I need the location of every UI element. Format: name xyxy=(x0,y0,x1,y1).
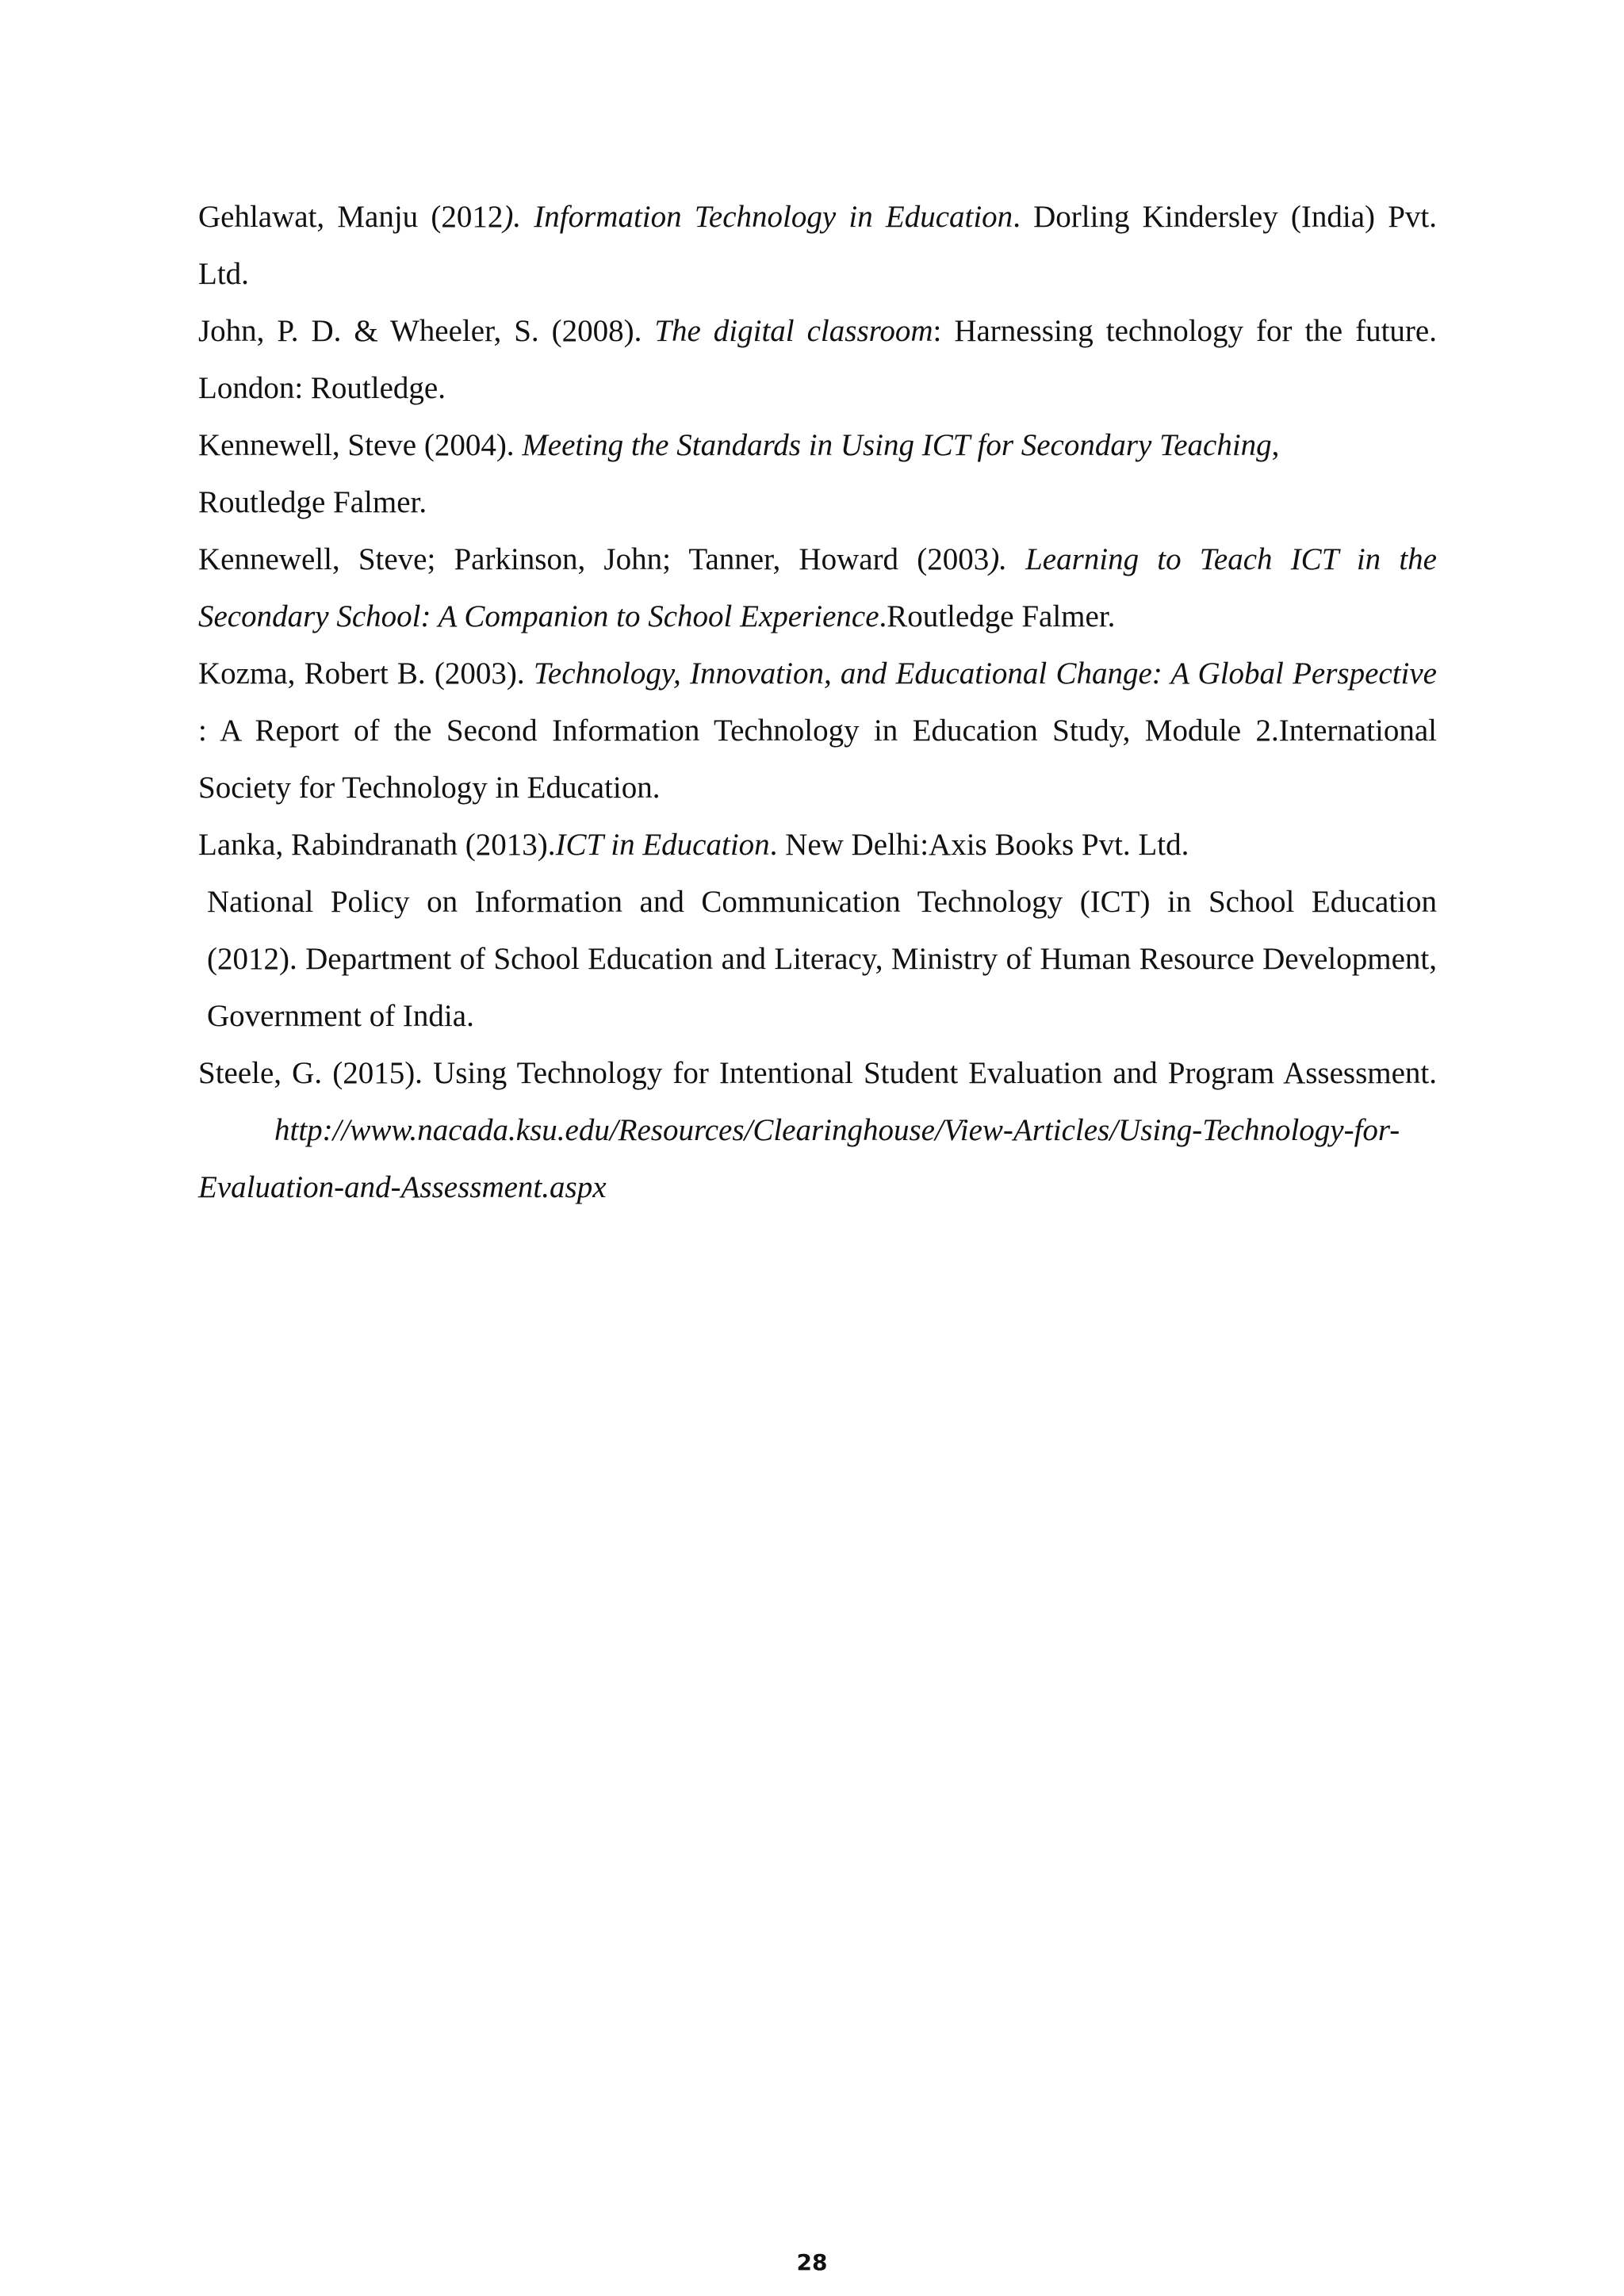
reference-steele-2015 xyxy=(198,1045,1437,1216)
reference-john-wheeler-2008 xyxy=(198,303,1437,417)
reference-punctuation: , xyxy=(1271,428,1280,462)
reference-gehlawat-2012 xyxy=(198,189,1437,303)
reference-kennewell-2004-publisher: Routledge Falmer. xyxy=(198,485,427,519)
reference-title: The digital classroom xyxy=(654,314,933,348)
reference-author: Lanka, Rabindranath (2013). xyxy=(198,828,556,862)
reference-publisher: : Harnessing technology for the future. London: Routledge. xyxy=(198,314,1437,405)
reference-title: Technology, Innovation, and Educational Change: A Global Perspective xyxy=(533,656,1437,691)
reference-author: John, P. D. & Wheeler, S. (2008). xyxy=(198,314,655,348)
reference-author: Gehlawat, Manju (2012 xyxy=(198,200,504,234)
reference-title: ). Information Technology in Education xyxy=(503,200,1013,234)
reference-author: Kozma, Robert B. (2003). xyxy=(198,656,534,691)
reference-text: Steele, G. (2015). Using Technology for Intentional Student Evaluation and Program Assessment. xyxy=(198,1056,1437,1090)
page-number: 28 xyxy=(796,2249,828,2275)
reference-kennewell-2004 xyxy=(198,417,1437,474)
reference-national-policy-ict-2012: National Policy on Information and Communication Technology (ICT) in School Education (2012). Department of School Education and Literacy, Ministry of Human Resource Development, Government of India. xyxy=(207,885,1437,1033)
reference-title: ICT in Education xyxy=(555,828,770,862)
reference-publisher: : A Report of the Second Information Technology in Education Study, Module 2.International Society for Technology in Education. xyxy=(198,714,1437,805)
reference-publisher: .Routledge Falmer. xyxy=(879,599,1116,633)
reference-title: Meeting the Standards in Using ICT for Secondary Teaching xyxy=(522,428,1272,462)
reference-url-link[interactable]: http://www.nacada.ksu.edu/Resources/Clearinghouse/View-Articles/Using-Technology-for-Evaluation-and-Assessment.aspx xyxy=(198,1113,1400,1204)
reference-publisher: . New Delhi:Axis Books Pvt. Ltd. xyxy=(769,828,1189,862)
reference-title: ). Learning to Teach ICT in the Secondary School: A Companion to School Experience xyxy=(198,542,1437,633)
reference-publisher: . Dorling Kindersley (India) Pvt. Ltd. xyxy=(198,200,1437,291)
reference-lanka-2013 xyxy=(198,817,1437,874)
reference-kennewell-parkinson-tanner-2003 xyxy=(198,531,1437,645)
reference-author: Kennewell, Steve; Parkinson, John; Tanner, Howard (2003 xyxy=(198,542,990,576)
reference-kozma-2003 xyxy=(198,645,1437,817)
reference-list xyxy=(198,189,1437,1216)
reference-author: Kennewell, Steve (2004). xyxy=(198,428,523,462)
